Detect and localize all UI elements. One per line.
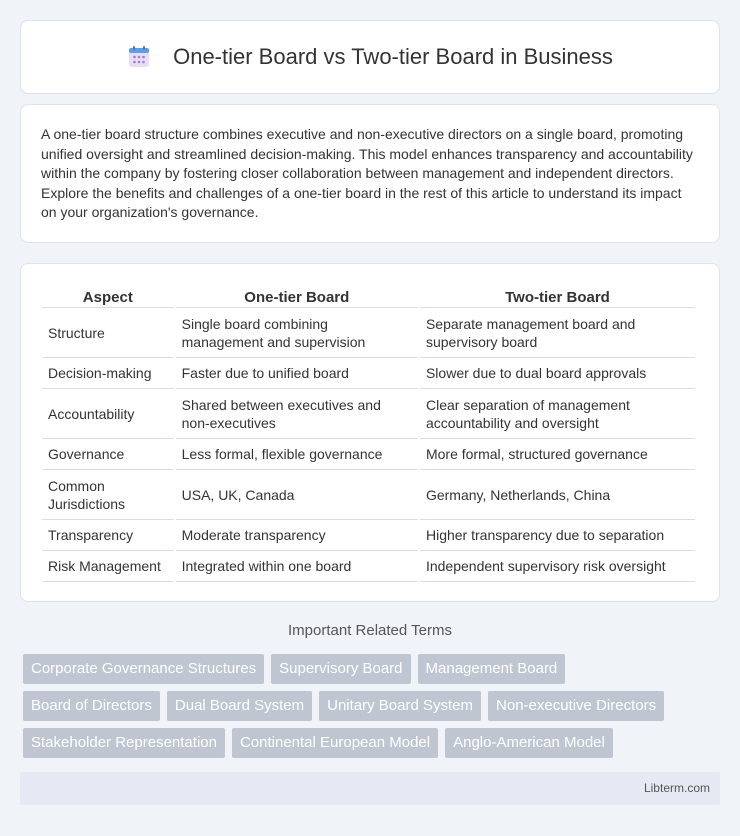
calendar-icon — [127, 45, 151, 69]
tag-supervisory-board[interactable]: Supervisory Board — [271, 654, 410, 684]
table-cell: More formal, structured governance — [420, 439, 695, 470]
table-row — [42, 308, 695, 358]
table-cell: Decision-making — [42, 358, 174, 389]
table-cell: Risk Management — [42, 551, 174, 582]
page-title: One-tier Board vs Two-tier Board in Business — [173, 44, 613, 69]
tag-corporate-governance-structures[interactable]: Corporate Governance Structures — [23, 654, 264, 684]
table-cell: Governance — [42, 439, 174, 470]
table-cell: Separate management board and supervisory board — [420, 308, 695, 358]
table-cell: Less formal, flexible governance — [176, 439, 418, 470]
comparison-table-card — [20, 263, 720, 602]
table-cell: Moderate transparency — [176, 520, 418, 551]
table-row — [42, 439, 695, 470]
table-cell: Germany, Netherlands, China — [420, 470, 695, 520]
table-row — [42, 358, 695, 389]
table-cell: Accountability — [42, 389, 174, 439]
tag-unitary-board-system[interactable]: Unitary Board System — [319, 691, 481, 721]
tag-continental-european-model[interactable]: Continental European Model — [232, 728, 438, 758]
tag-anglo-american-model[interactable]: Anglo-American Model — [445, 728, 613, 758]
table-cell: Faster due to unified board — [176, 358, 418, 389]
tag-stakeholder-representation[interactable]: Stakeholder Representation — [23, 728, 225, 758]
related-terms-heading: Important Related Terms — [288, 622, 452, 639]
footer-site-link[interactable]: Libterm.com — [643, 781, 710, 795]
intro-card — [20, 104, 720, 243]
table-cell: Shared between executives and non-executives — [176, 389, 418, 439]
table-cell: Transparency — [42, 520, 174, 551]
tag-board-of-directors[interactable]: Board of Directors — [23, 691, 160, 721]
table-cell: USA, UK, Canada — [176, 470, 418, 520]
tag-dual-board-system[interactable]: Dual Board System — [167, 691, 312, 721]
tag-non-executive-directors[interactable]: Non-executive Directors — [488, 691, 664, 721]
table-row — [42, 389, 695, 439]
table-header-aspect: Aspect — [42, 286, 174, 308]
comparison-table — [40, 286, 697, 582]
table-row — [42, 470, 695, 520]
table-row — [42, 520, 695, 551]
table-cell: Single board combining management and supervision — [176, 308, 418, 358]
related-terms-tags — [23, 654, 723, 765]
intro-paragraph: A one-tier board structure combines executive and non-executive directors on a single board, promoting unified oversight and streamlined decision-making. This model enhances transparency and accountability within the company by fostering closer collaboration between management and independent directors. Explore the benefits and challenges of a one-tier board in the rest of this article to understand its impact on your organization's governance. — [41, 126, 693, 220]
tag-management-board[interactable]: Management Board — [418, 654, 566, 684]
table-cell: Common Jurisdictions — [42, 470, 174, 520]
header-card — [20, 20, 720, 94]
table-cell: Integrated within one board — [176, 551, 418, 582]
table-cell: Structure — [42, 308, 174, 358]
footer — [20, 772, 720, 805]
table-cell: Clear separation of management accountability and oversight — [420, 389, 695, 439]
table-cell: Slower due to dual board approvals — [420, 358, 695, 389]
table-row — [42, 551, 695, 582]
table-header-two-tier: Two-tier Board — [420, 286, 695, 308]
table-cell: Higher transparency due to separation — [420, 520, 695, 551]
table-header-one-tier: One-tier Board — [176, 286, 418, 308]
table-cell: Independent supervisory risk oversight — [420, 551, 695, 582]
